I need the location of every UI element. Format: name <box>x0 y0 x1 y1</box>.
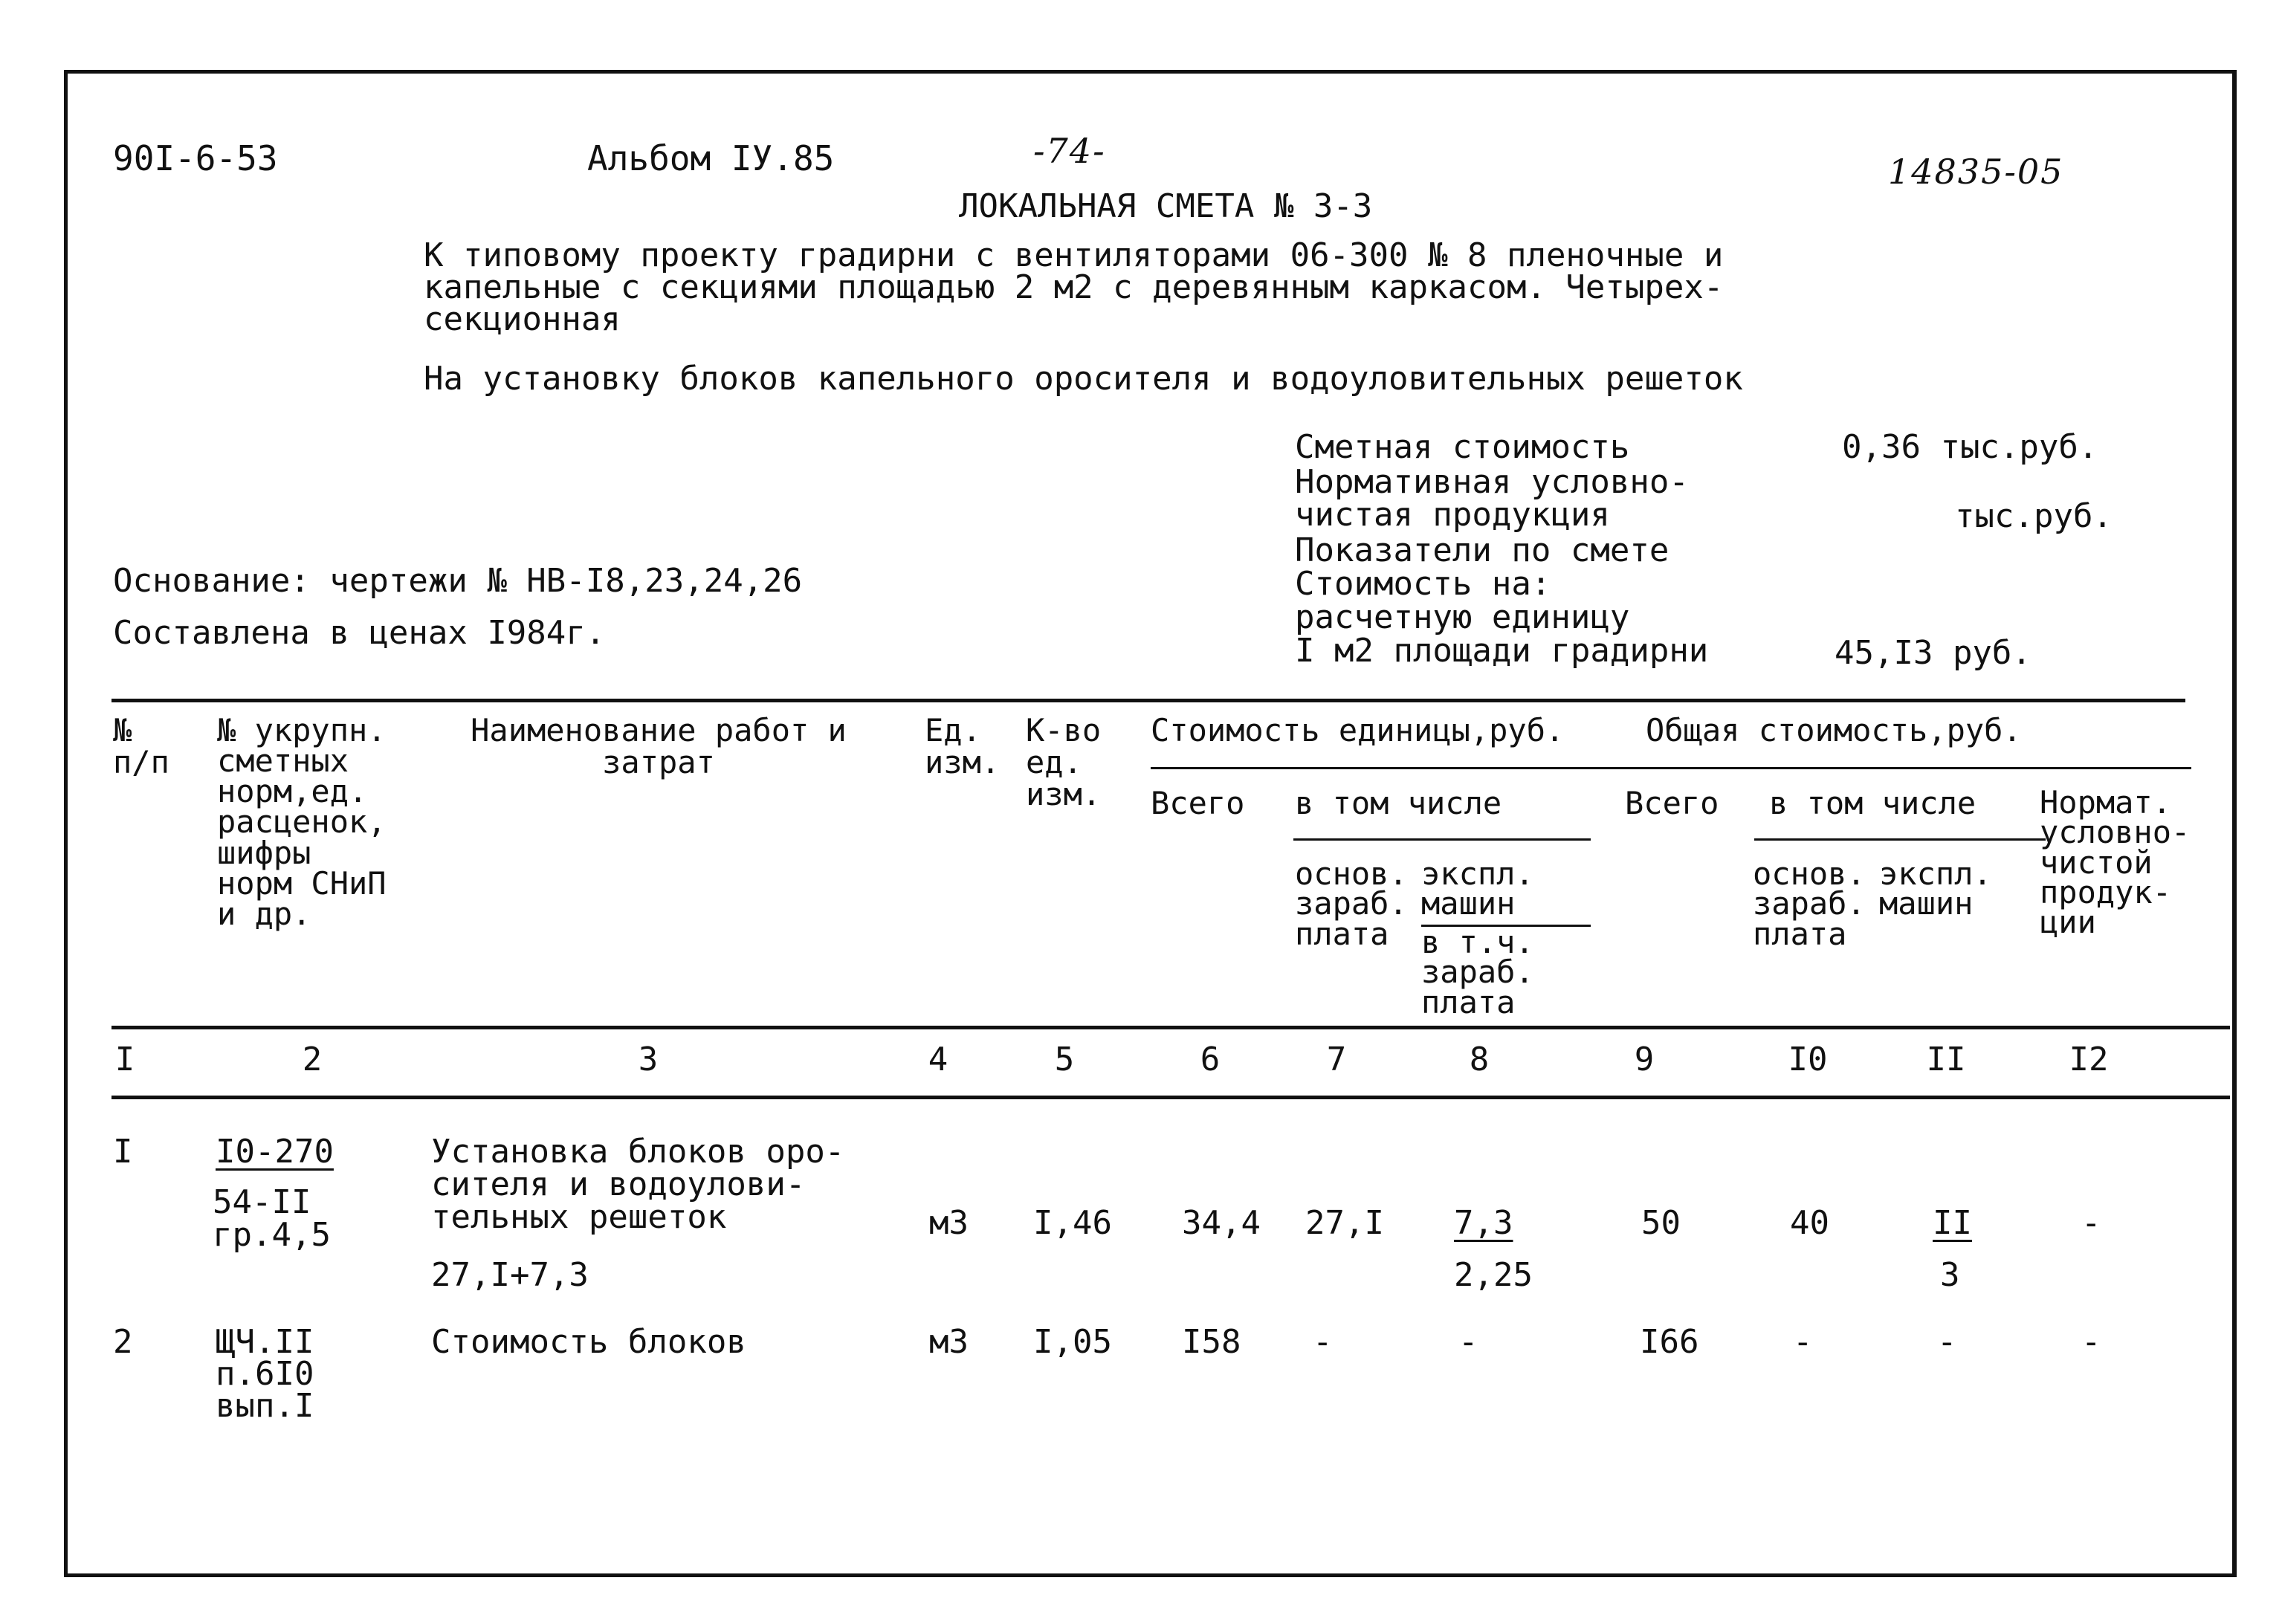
row2-total-wages: - <box>1793 1323 1813 1361</box>
row1-qty: I,46 <box>1033 1204 1112 1242</box>
row2-total-machines: - <box>1937 1323 1957 1361</box>
indicators-label: Показатели по смете Стоимость на: расчетную единицу I м2 площади градирни <box>1295 531 1709 670</box>
header-total-cost-group: Общая стоимость,руб. <box>1646 712 2022 748</box>
estimate-title: ЛОКАЛЬНАЯ СМЕТА № 3-3 <box>959 187 1373 225</box>
row1-num: I <box>113 1133 133 1171</box>
estimate-subtitle: К типовому проекту градирни с вентиляторами 06-300 № 8 пленочные и капельные с секциями площадью 2 м2 с деревянным каркасом. Четырех- секционная <box>424 236 1724 339</box>
header-col3: Наименование работ и затрат <box>471 712 847 780</box>
header-col2: № укрупн. сметных норм,ед. расценок, шифры норм СНиП и др. <box>217 712 387 932</box>
col-number: 3 <box>638 1041 659 1078</box>
header-col6: Всего <box>1151 785 1245 821</box>
col-number: 8 <box>1469 1041 1490 1078</box>
row1-total-wages: 40 <box>1790 1204 1829 1242</box>
incl-total-rule <box>1754 838 2046 841</box>
col-number: 6 <box>1200 1041 1221 1078</box>
header-incl-unit: в том числе <box>1295 785 1502 821</box>
row1-unit-total: 34,4 <box>1182 1204 1261 1242</box>
numbers-bottom-rule <box>111 1096 2230 1099</box>
row2-unit: м3 <box>929 1323 969 1361</box>
row2-unit-wages: - <box>1313 1323 1333 1361</box>
col-number: 5 <box>1054 1041 1075 1078</box>
album-label: Альбом IУ.85 <box>587 138 835 178</box>
incl-unit-rule <box>1293 838 1591 841</box>
header-unit-cost-group: Стоимость единицы,руб. <box>1151 712 1565 748</box>
page-number: -74- <box>1033 131 1106 171</box>
row1-unit-machines-wages: 2,25 <box>1454 1256 1533 1294</box>
norm-value: тыс.руб. <box>1955 497 2113 535</box>
row2-norm: - <box>2081 1323 2101 1361</box>
row2-name: Стоимость блоков <box>431 1323 746 1361</box>
col-number: 4 <box>928 1041 948 1078</box>
row1-total-machines: II <box>1933 1204 1972 1242</box>
cost-group-rule <box>1151 767 2191 769</box>
row1-unit-machines: 7,3 <box>1454 1204 1513 1242</box>
header-col4: Ед. изм. <box>925 712 1001 780</box>
header-col12: Нормат. условно- чистой продук- ции <box>2040 784 2191 941</box>
header-col11: экспл. машин <box>1879 855 1992 922</box>
row1-name: Установка блоков оро- сителя и водоулови- тельных решеток <box>431 1133 845 1236</box>
header-col10: основ. зараб. плата <box>1753 855 1866 952</box>
header-col8-bottom: в т.ч. зараб. плата <box>1421 924 1534 1020</box>
col-number: I <box>114 1041 135 1078</box>
row2-code: ЩЧ.II п.6I0 вып.I <box>216 1323 314 1426</box>
header-col8-top: экспл. машин <box>1421 855 1534 922</box>
document-code: 90I-6-53 <box>113 138 278 178</box>
row1-formula: 27,I+7,3 <box>431 1256 589 1294</box>
row1-code-rest: 54-II гр.4,5 <box>213 1183 331 1254</box>
row2-unit-total: I58 <box>1182 1323 1241 1361</box>
norm-label: Нормативная условно- чистая продукция <box>1295 463 1689 534</box>
doc-number: 14835-05 <box>1888 152 2064 192</box>
row2-qty: I,05 <box>1033 1323 1112 1361</box>
table-top-rule <box>111 699 2185 702</box>
col-number: II <box>1926 1041 1966 1078</box>
col-number: I2 <box>2069 1041 2109 1078</box>
col-number: I0 <box>1788 1041 1828 1078</box>
col-number: 2 <box>302 1041 323 1078</box>
row1-total-machines-wages: 3 <box>1940 1256 1960 1294</box>
indicators-value: 45,I3 руб. <box>1835 634 2032 672</box>
cost-value: 0,36 тыс.руб. <box>1842 428 2098 466</box>
row2-unit-machines: - <box>1458 1323 1478 1361</box>
estimate-purpose: На установку блоков капельного оросителя и водоуловительных решеток <box>424 360 1743 398</box>
header-bottom-rule <box>111 1026 2230 1029</box>
header-incl-total: в том числе <box>1769 785 1976 821</box>
row2-total: I66 <box>1640 1323 1699 1361</box>
col-number: 9 <box>1634 1041 1655 1078</box>
header-col7: основ. зараб. плата <box>1295 855 1408 952</box>
row1-unit: м3 <box>929 1204 969 1242</box>
row1-total: 50 <box>1641 1204 1681 1242</box>
row1-unit-wages: 27,I <box>1305 1204 1384 1242</box>
prices-line: Составлена в ценах I984г. <box>113 614 606 652</box>
basis-line: Основание: чертежи № НВ-I8,23,24,26 <box>113 562 803 600</box>
row1-norm: - <box>2081 1204 2101 1242</box>
row1-code-top: I0-270 <box>216 1133 334 1171</box>
header-col1: № п/п <box>113 712 169 780</box>
row2-num: 2 <box>113 1323 133 1361</box>
header-col5: К-во ед. изм. <box>1026 712 1102 812</box>
header-col9: Всего <box>1625 785 1719 821</box>
col-number: 7 <box>1326 1041 1347 1078</box>
cost-label: Сметная стоимость <box>1295 428 1630 466</box>
